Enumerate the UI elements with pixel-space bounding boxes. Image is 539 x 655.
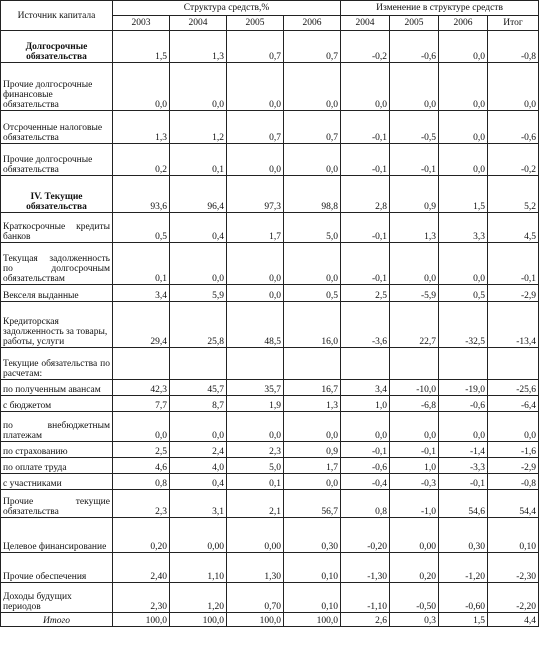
change-value-cell: 0,0	[341, 412, 390, 442]
structure-value-cell: 16,0	[284, 302, 341, 348]
structure-value-cell: 0,0	[170, 243, 227, 285]
header-structure-year: 2006	[284, 16, 341, 31]
change-value-cell: -0,1	[341, 111, 390, 144]
structure-value-cell	[227, 348, 284, 380]
structure-value-cell: 98,8	[284, 176, 341, 213]
structure-value-cell	[113, 348, 170, 380]
change-value-cell: -10,0	[390, 380, 439, 396]
change-value-cell: -0,1	[390, 144, 439, 176]
structure-value-cell: 0,4	[170, 474, 227, 490]
change-value-cell: -0,20	[341, 518, 390, 553]
structure-value-cell: 56,7	[284, 490, 341, 518]
table-row	[1, 285, 539, 302]
row-label: с участниками	[1, 474, 113, 490]
structure-value-cell: 0,4	[170, 213, 227, 243]
change-value-cell: 0,9	[390, 176, 439, 213]
structure-value-cell: 100,0	[113, 613, 170, 627]
structure-value-cell: 0,7	[284, 111, 341, 144]
row-label: Краткосрочные кредиты банков	[1, 213, 113, 243]
change-value-cell: 1,5	[439, 176, 488, 213]
structure-value-cell: 100,0	[170, 613, 227, 627]
change-value-cell: 2,6	[341, 613, 390, 627]
row-label: по оплате труда	[1, 458, 113, 474]
row-label: Целевое финансирование	[1, 518, 113, 553]
structure-value-cell: 5,9	[170, 285, 227, 302]
change-value-cell: -0,6	[439, 396, 488, 412]
structure-value-cell: 93,6	[113, 176, 170, 213]
change-value-cell: 0,0	[439, 412, 488, 442]
header-structure-year: 2003	[113, 16, 170, 31]
table-row	[1, 176, 539, 213]
table-row	[1, 144, 539, 176]
row-label: Прочие долгосрочные финансовые обязательства	[1, 63, 113, 111]
structure-value-cell: 5,0	[227, 458, 284, 474]
change-value-cell: -3,6	[341, 302, 390, 348]
structure-value-cell: 2,3	[227, 442, 284, 458]
structure-value-cell: 3,1	[170, 490, 227, 518]
structure-value-cell: 2,5	[113, 442, 170, 458]
change-value-cell: 1,3	[390, 213, 439, 243]
structure-value-cell: 0,0	[284, 474, 341, 490]
change-value-cell: 0,30	[439, 518, 488, 553]
structure-value-cell: 0,0	[227, 243, 284, 285]
structure-value-cell: 0,0	[170, 412, 227, 442]
structure-value-cell: 2,3	[113, 490, 170, 518]
table-row	[1, 63, 539, 111]
header-structure-group: Структура средств,%	[113, 1, 341, 16]
structure-value-cell: 1,10	[170, 553, 227, 583]
structure-value-cell: 0,1	[170, 144, 227, 176]
row-label: по страхованию	[1, 442, 113, 458]
change-value-cell: -1,20	[439, 553, 488, 583]
table-row	[1, 243, 539, 285]
structure-value-cell: 1,3	[170, 31, 227, 63]
change-total-cell: -1,6	[488, 442, 539, 458]
row-label: Векселя выданные	[1, 285, 113, 302]
structure-value-cell: 1,30	[227, 553, 284, 583]
change-value-cell: -1,30	[341, 553, 390, 583]
structure-value-cell: 1,3	[284, 396, 341, 412]
structure-value-cell: 1,3	[113, 111, 170, 144]
change-value-cell: 0,0	[439, 144, 488, 176]
change-value-cell: -1,0	[390, 490, 439, 518]
structure-value-cell: 48,5	[227, 302, 284, 348]
structure-value-cell: 0,0	[284, 63, 341, 111]
change-total-cell: 5,2	[488, 176, 539, 213]
change-total-cell: 0,0	[488, 63, 539, 111]
structure-value-cell: 0,30	[284, 518, 341, 553]
table-row	[1, 348, 539, 380]
structure-value-cell: 100,0	[227, 613, 284, 627]
change-value-cell: 0,8	[341, 490, 390, 518]
structure-value-cell: 1,5	[113, 31, 170, 63]
table-row	[1, 518, 539, 553]
change-value-cell: -0,60	[439, 583, 488, 613]
structure-value-cell: 0,0	[227, 144, 284, 176]
structure-value-cell: 0,0	[113, 412, 170, 442]
change-value-cell: -0,1	[341, 213, 390, 243]
structure-value-cell: 96,4	[170, 176, 227, 213]
structure-value-cell: 2,40	[113, 553, 170, 583]
table-row	[1, 613, 539, 627]
header-change-group: Изменение в структуре средств	[341, 1, 539, 16]
row-label: Прочие долгосрочные обязательства	[1, 144, 113, 176]
structure-value-cell: 0,0	[284, 412, 341, 442]
change-total-cell: 0,10	[488, 518, 539, 553]
table-row	[1, 31, 539, 63]
change-value-cell: 54,6	[439, 490, 488, 518]
structure-value-cell: 0,2	[113, 144, 170, 176]
change-total-cell: -25,6	[488, 380, 539, 396]
change-value-cell: -1,10	[341, 583, 390, 613]
structure-value-cell: 1,20	[170, 583, 227, 613]
structure-value-cell: 5,0	[284, 213, 341, 243]
change-total-cell: -0,8	[488, 474, 539, 490]
change-value-cell: -0,4	[341, 474, 390, 490]
structure-value-cell: 29,4	[113, 302, 170, 348]
structure-value-cell: 4,0	[170, 458, 227, 474]
structure-value-cell: 0,0	[227, 285, 284, 302]
structure-value-cell: 0,8	[113, 474, 170, 490]
change-value-cell	[341, 348, 390, 380]
structure-value-cell: 0,10	[284, 583, 341, 613]
change-value-cell: 0,00	[390, 518, 439, 553]
row-label: Прочие обеспечения	[1, 553, 113, 583]
header-structure-year: 2004	[170, 16, 227, 31]
structure-value-cell: 0,20	[113, 518, 170, 553]
change-value-cell: 0,0	[439, 31, 488, 63]
change-value-cell: -0,3	[390, 474, 439, 490]
structure-value-cell	[170, 348, 227, 380]
change-value-cell: 0,5	[439, 285, 488, 302]
structure-value-cell: 0,0	[227, 412, 284, 442]
change-value-cell: 1,0	[341, 396, 390, 412]
row-label: Доходы будущих периодов	[1, 583, 113, 613]
change-value-cell: -0,1	[341, 144, 390, 176]
structure-value-cell: 25,8	[170, 302, 227, 348]
row-label: Текущие обязательства по расчетам:	[1, 348, 113, 380]
structure-value-cell: 0,0	[227, 63, 284, 111]
structure-value-cell: 35,7	[227, 380, 284, 396]
change-value-cell: -0,1	[341, 442, 390, 458]
change-value-cell: 2,8	[341, 176, 390, 213]
structure-value-cell: 97,3	[227, 176, 284, 213]
change-total-cell: -0,6	[488, 111, 539, 144]
change-value-cell: 1,0	[390, 458, 439, 474]
structure-value-cell: 0,9	[284, 442, 341, 458]
change-total-cell: -0,8	[488, 31, 539, 63]
row-label: Текущая задолженность по долгосрочным обязательствам	[1, 243, 113, 285]
structure-value-cell: 16,7	[284, 380, 341, 396]
change-total-cell: -2,30	[488, 553, 539, 583]
row-label: Кредиторская задолженность за товары, работы, услуги	[1, 302, 113, 348]
change-value-cell: 0,0	[390, 63, 439, 111]
change-value-cell: 0,3	[390, 613, 439, 627]
header-change-total: Итог	[488, 16, 539, 31]
structure-value-cell: 1,9	[227, 396, 284, 412]
table-row	[1, 442, 539, 458]
table-body	[1, 31, 539, 627]
structure-value-cell	[284, 348, 341, 380]
structure-value-cell: 45,7	[170, 380, 227, 396]
change-value-cell: -0,1	[439, 474, 488, 490]
change-value-cell: 0,0	[390, 412, 439, 442]
structure-value-cell: 0,0	[170, 63, 227, 111]
table-row	[1, 302, 539, 348]
change-value-cell: -1,4	[439, 442, 488, 458]
change-total-cell: 0,0	[488, 412, 539, 442]
structure-value-cell: 7,7	[113, 396, 170, 412]
change-total-cell: -0,2	[488, 144, 539, 176]
change-value-cell: -0,5	[390, 111, 439, 144]
change-value-cell: -32,5	[439, 302, 488, 348]
header-structure-year: 2005	[227, 16, 284, 31]
change-value-cell: 2,5	[341, 285, 390, 302]
row-label: по полученным авансам	[1, 380, 113, 396]
structure-value-cell: 0,0	[113, 63, 170, 111]
change-value-cell: 22,7	[390, 302, 439, 348]
change-value-cell: 3,3	[439, 213, 488, 243]
structure-value-cell: 4,6	[113, 458, 170, 474]
change-total-cell: -6,4	[488, 396, 539, 412]
structure-value-cell: 0,10	[284, 553, 341, 583]
change-value-cell	[439, 348, 488, 380]
change-value-cell: -0,2	[341, 31, 390, 63]
change-value-cell: -3,3	[439, 458, 488, 474]
structure-value-cell: 8,7	[170, 396, 227, 412]
table-row	[1, 380, 539, 396]
change-value-cell: -19,0	[439, 380, 488, 396]
change-value-cell: 0,0	[341, 63, 390, 111]
structure-value-cell: 0,1	[113, 243, 170, 285]
table-row	[1, 553, 539, 583]
structure-value-cell: 0,0	[284, 144, 341, 176]
change-total-cell: 4,5	[488, 213, 539, 243]
change-value-cell: -0,50	[390, 583, 439, 613]
change-value-cell: -0,1	[390, 442, 439, 458]
table-row	[1, 213, 539, 243]
structure-value-cell: 0,7	[284, 31, 341, 63]
table-row	[1, 412, 539, 442]
change-total-cell: -13,4	[488, 302, 539, 348]
structure-value-cell: 2,1	[227, 490, 284, 518]
change-value-cell: 0,20	[390, 553, 439, 583]
structure-value-cell: 0,70	[227, 583, 284, 613]
change-value-cell: -5,9	[390, 285, 439, 302]
change-value-cell: -0,1	[341, 243, 390, 285]
table-row	[1, 111, 539, 144]
structure-value-cell: 1,7	[227, 213, 284, 243]
header-change-year: 2004	[341, 16, 390, 31]
structure-value-cell: 0,7	[227, 31, 284, 63]
table-row	[1, 583, 539, 613]
change-total-cell: -2,9	[488, 458, 539, 474]
change-total-cell: -0,1	[488, 243, 539, 285]
structure-value-cell: 0,5	[113, 213, 170, 243]
structure-value-cell: 2,4	[170, 442, 227, 458]
row-label: с бюджетом	[1, 396, 113, 412]
structure-value-cell: 0,1	[227, 474, 284, 490]
row-label: IV. Текущие обязательства	[1, 176, 113, 213]
structure-value-cell: 0,7	[227, 111, 284, 144]
table-row	[1, 474, 539, 490]
structure-value-cell: 42,3	[113, 380, 170, 396]
structure-value-cell: 0,00	[170, 518, 227, 553]
row-label: Долгосрочные обязательства	[1, 31, 113, 63]
table-row	[1, 396, 539, 412]
change-value-cell: -0,6	[390, 31, 439, 63]
structure-value-cell: 0,00	[227, 518, 284, 553]
row-label: Отсроченные налоговые обязательства	[1, 111, 113, 144]
structure-value-cell: 3,4	[113, 285, 170, 302]
table-row	[1, 490, 539, 518]
header-change-year: 2006	[439, 16, 488, 31]
structure-value-cell: 1,7	[284, 458, 341, 474]
structure-value-cell: 0,5	[284, 285, 341, 302]
structure-value-cell: 100,0	[284, 613, 341, 627]
change-value-cell: 1,5	[439, 613, 488, 627]
change-value-cell: 0,0	[439, 111, 488, 144]
change-total-cell: -2,20	[488, 583, 539, 613]
structure-value-cell: 2,30	[113, 583, 170, 613]
table-row	[1, 458, 539, 474]
structure-value-cell: 1,2	[170, 111, 227, 144]
header-source-col: Источник капитала	[1, 1, 113, 31]
change-value-cell: -6,8	[390, 396, 439, 412]
header-change-year: 2005	[390, 16, 439, 31]
row-label: Прочие текущие обязательства	[1, 490, 113, 518]
change-value-cell: 3,4	[341, 380, 390, 396]
structure-value-cell: 0,0	[284, 243, 341, 285]
change-total-cell	[488, 348, 539, 380]
row-label: Итого	[1, 613, 113, 627]
change-value-cell: 0,0	[439, 243, 488, 285]
change-value-cell: 0,0	[390, 243, 439, 285]
change-value-cell	[390, 348, 439, 380]
change-total-cell: 54,4	[488, 490, 539, 518]
row-label: по внебюджетным платежам	[1, 412, 113, 442]
change-total-cell: -2,9	[488, 285, 539, 302]
change-value-cell: -0,6	[341, 458, 390, 474]
change-total-cell: 4,4	[488, 613, 539, 627]
change-value-cell: 0,0	[439, 63, 488, 111]
